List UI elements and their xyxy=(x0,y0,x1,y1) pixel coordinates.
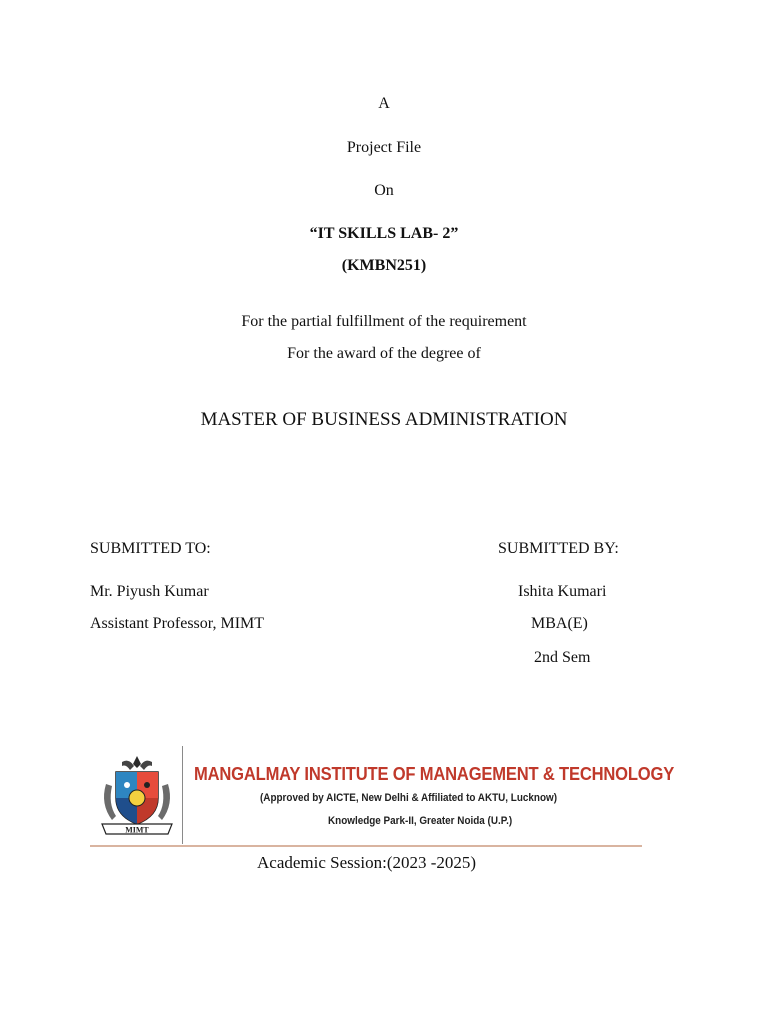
header-rule xyxy=(90,845,642,847)
line-a: A xyxy=(378,95,390,112)
submitted-by-semester: 2nd Sem xyxy=(534,649,591,666)
submitted-to-name: Mr. Piyush Kumar xyxy=(90,583,209,600)
submitted-by-heading: SUBMITTED BY: xyxy=(498,540,619,557)
institute-approval: (Approved by AICTE, New Delhi & Affiliated to AKTU, Lucknow) xyxy=(260,792,558,804)
purpose-line-1: For the partial fulfillment of the requirement xyxy=(241,313,527,330)
submitted-to-designation: Assistant Professor, MIMT xyxy=(90,615,265,632)
institute-name: MANGALMAY INSTITUTE OF MANAGEMENT & TECHNOLOGY xyxy=(194,764,675,784)
institute-address: Knowledge Park-II, Greater Noida (U.P.) xyxy=(328,815,513,827)
crest-banner-text: MIMT xyxy=(125,825,149,835)
institute-crest-icon xyxy=(94,754,180,840)
academic-session: Academic Session:(2023 -2025) xyxy=(257,853,477,872)
line-on: On xyxy=(374,182,394,199)
institute-header xyxy=(90,740,675,848)
submitted-by-name: Ishita Kumari xyxy=(518,583,607,600)
submitted-by-program: MBA(E) xyxy=(531,615,588,632)
subject-code: (KMBN251) xyxy=(341,257,427,274)
header-divider xyxy=(182,746,183,844)
degree-title: MASTER OF BUSINESS ADMINISTRATION xyxy=(200,409,568,430)
subject-title: “IT SKILLS LAB- 2” xyxy=(309,225,459,242)
submitted-to-heading: SUBMITTED TO: xyxy=(90,540,211,557)
purpose-line-2: For the award of the degree of xyxy=(287,345,481,362)
line-project-file: Project File xyxy=(346,139,422,156)
